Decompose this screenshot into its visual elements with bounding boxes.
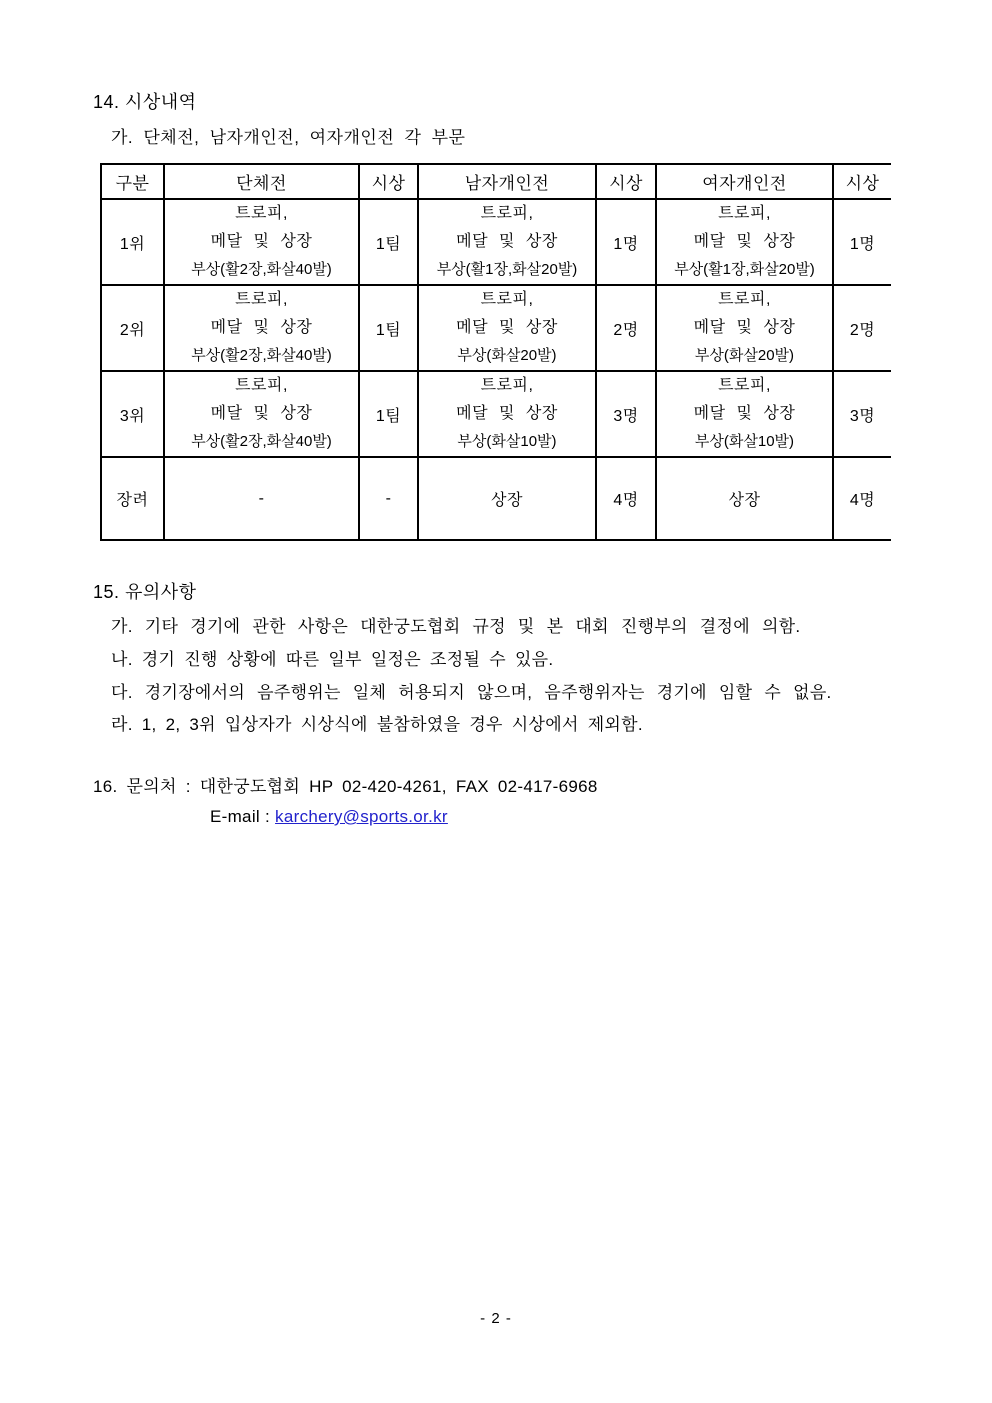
- note-item-na: 나. 경기 진행 상황에 따른 일부 일정은 조정될 수 있음.: [111, 650, 554, 669]
- email-link[interactable]: karchery@sports.or.kr: [275, 807, 448, 826]
- col-header-men: 남자개인전: [418, 164, 596, 199]
- col-header-men-award: 시상: [596, 164, 656, 199]
- women-count-cell: 2명: [833, 285, 891, 371]
- team-prize-cell: 트로피, 메달 및 상장 부상(활2장,화살40발): [164, 285, 359, 371]
- col-header-category: 구분: [101, 164, 164, 199]
- section-14-subtitle: 가. 단체전, 남자개인전, 여자개인전 각 부문: [111, 128, 466, 147]
- col-header-women: 여자개인전: [656, 164, 833, 199]
- team-prize-cell: 트로피, 메달 및 상장 부상(활2장,화살40발): [164, 199, 359, 285]
- email-label: E-mail :: [210, 807, 276, 826]
- team-count-cell: 1팀: [359, 285, 418, 371]
- men-count-cell: 1명: [596, 199, 656, 285]
- table-row-rank3: [101, 371, 891, 457]
- page-number: - 2 -: [480, 1310, 512, 1327]
- team-count-cell: -: [359, 457, 418, 540]
- rank-cell: 장려: [101, 457, 164, 540]
- section-14-title: 14. 시상내역: [93, 92, 197, 112]
- team-count-cell: 1팀: [359, 371, 418, 457]
- women-prize-cell: 트로피, 메달 및 상장 부상(화살20발): [656, 285, 833, 371]
- men-count-cell: 2명: [596, 285, 656, 371]
- note-item-ga: 가. 기타 경기에 관한 사항은 대한궁도협회 규정 및 본 대회 진행부의 결정에 의함.: [111, 617, 801, 636]
- men-prize-cell: 트로피, 메달 및 상장 부상(활1장,화살20발): [418, 199, 596, 285]
- women-count-cell: 3명: [833, 371, 891, 457]
- section-15-title: 15. 유의사항: [93, 582, 197, 602]
- men-prize-cell: 상장: [418, 457, 596, 540]
- col-header-team-award: 시상: [359, 164, 418, 199]
- rank-cell: 3위: [101, 371, 164, 457]
- women-prize-cell: 트로피, 메달 및 상장 부상(화살10발): [656, 371, 833, 457]
- note-item-da: 다. 경기장에서의 음주행위는 일체 허용되지 않으며, 음주행위자는 경기에 임할 수 없음.: [111, 683, 832, 702]
- col-header-women-award: 시상: [833, 164, 891, 199]
- women-prize-cell: 트로피, 메달 및 상장 부상(활1장,화살20발): [656, 199, 833, 285]
- team-prize-cell: -: [164, 457, 359, 540]
- table-row-encouragement: [101, 457, 891, 540]
- women-prize-cell: 상장: [656, 457, 833, 540]
- women-count-cell: 1명: [833, 199, 891, 285]
- table-row-rank1: [101, 199, 891, 285]
- table-header-row: [101, 164, 891, 199]
- team-prize-cell: 트로피, 메달 및 상장 부상(활2장,화살40발): [164, 371, 359, 457]
- men-prize-cell: 트로피, 메달 및 상장 부상(화살10발): [418, 371, 596, 457]
- women-count-cell: 4명: [833, 457, 891, 540]
- team-count-cell: 1팀: [359, 199, 418, 285]
- table-row-rank2: [101, 285, 891, 371]
- note-item-ra: 라. 1, 2, 3위 입상자가 시상식에 불참하였을 경우 시상에서 제외함.: [111, 715, 643, 734]
- section-16-contact-line: 16. 문의처 : 대한궁도협회 HP 02-420-4261, FAX 02-417-6968: [93, 777, 598, 796]
- email-line: [210, 807, 448, 827]
- col-header-team: 단체전: [164, 164, 359, 199]
- men-count-cell: 4명: [596, 457, 656, 540]
- men-count-cell: 3명: [596, 371, 656, 457]
- men-prize-cell: 트로피, 메달 및 상장 부상(화살20발): [418, 285, 596, 371]
- awards-table: [100, 163, 891, 541]
- rank-cell: 2위: [101, 285, 164, 371]
- rank-cell: 1위: [101, 199, 164, 285]
